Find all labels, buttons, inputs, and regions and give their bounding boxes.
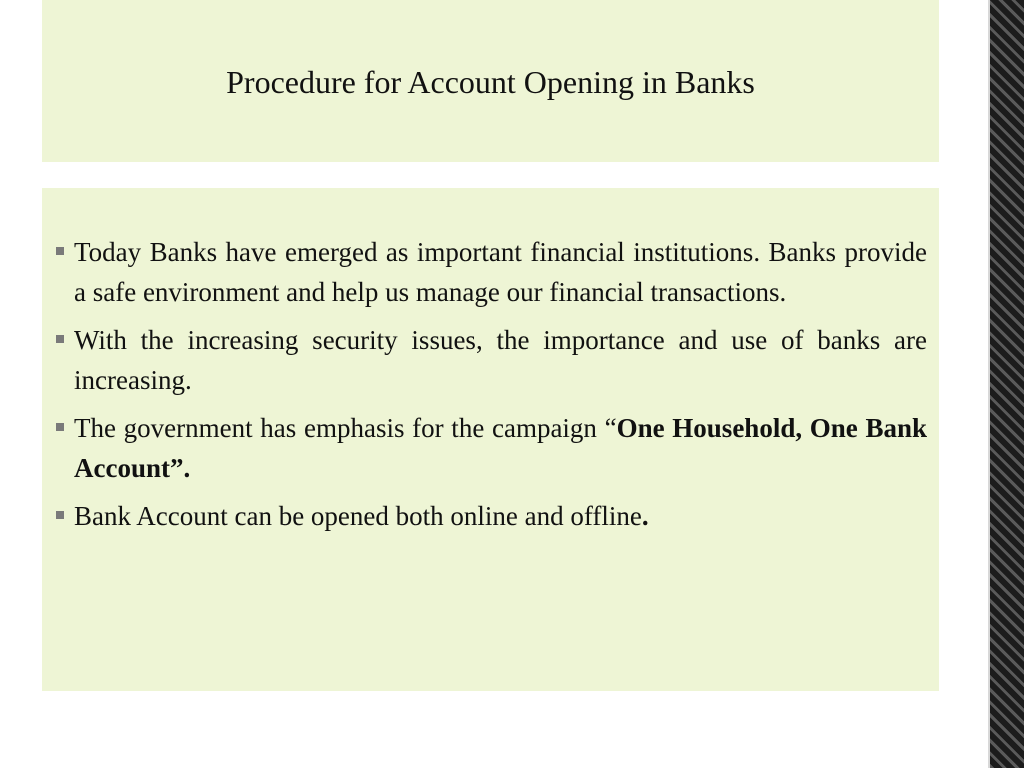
decorative-side-strip — [990, 0, 1024, 768]
square-bullet-icon — [56, 511, 64, 519]
bullet-item-2 — [54, 320, 927, 400]
slide-title: Procedure for Account Opening in Banks — [226, 64, 755, 100]
bullet-text-1: Today Banks have emerged as important financial institutions. Banks provide a safe environment and help us manage our financial transactions. — [74, 237, 927, 307]
content-panel — [42, 188, 939, 691]
bullet-list — [54, 232, 927, 544]
square-bullet-icon — [56, 247, 64, 255]
title-panel — [42, 0, 939, 162]
square-bullet-icon — [56, 335, 64, 343]
bullet-item-3 — [54, 408, 927, 488]
bullet-item-4 — [54, 496, 927, 536]
bullet-text-2: With the increasing security issues, the importance and use of banks are increasing. — [74, 325, 927, 395]
bullet-text-3: The government has emphasis for the campaign “ — [74, 413, 617, 443]
square-bullet-icon — [56, 423, 64, 431]
bullet-text-4-bold: . — [641, 501, 649, 531]
bullet-text-3-bold: One Household, One Bank Account”. — [74, 413, 927, 483]
bullet-item-1 — [54, 232, 927, 312]
bullet-text-4: Bank Account can be opened both online and offline — [74, 501, 642, 531]
